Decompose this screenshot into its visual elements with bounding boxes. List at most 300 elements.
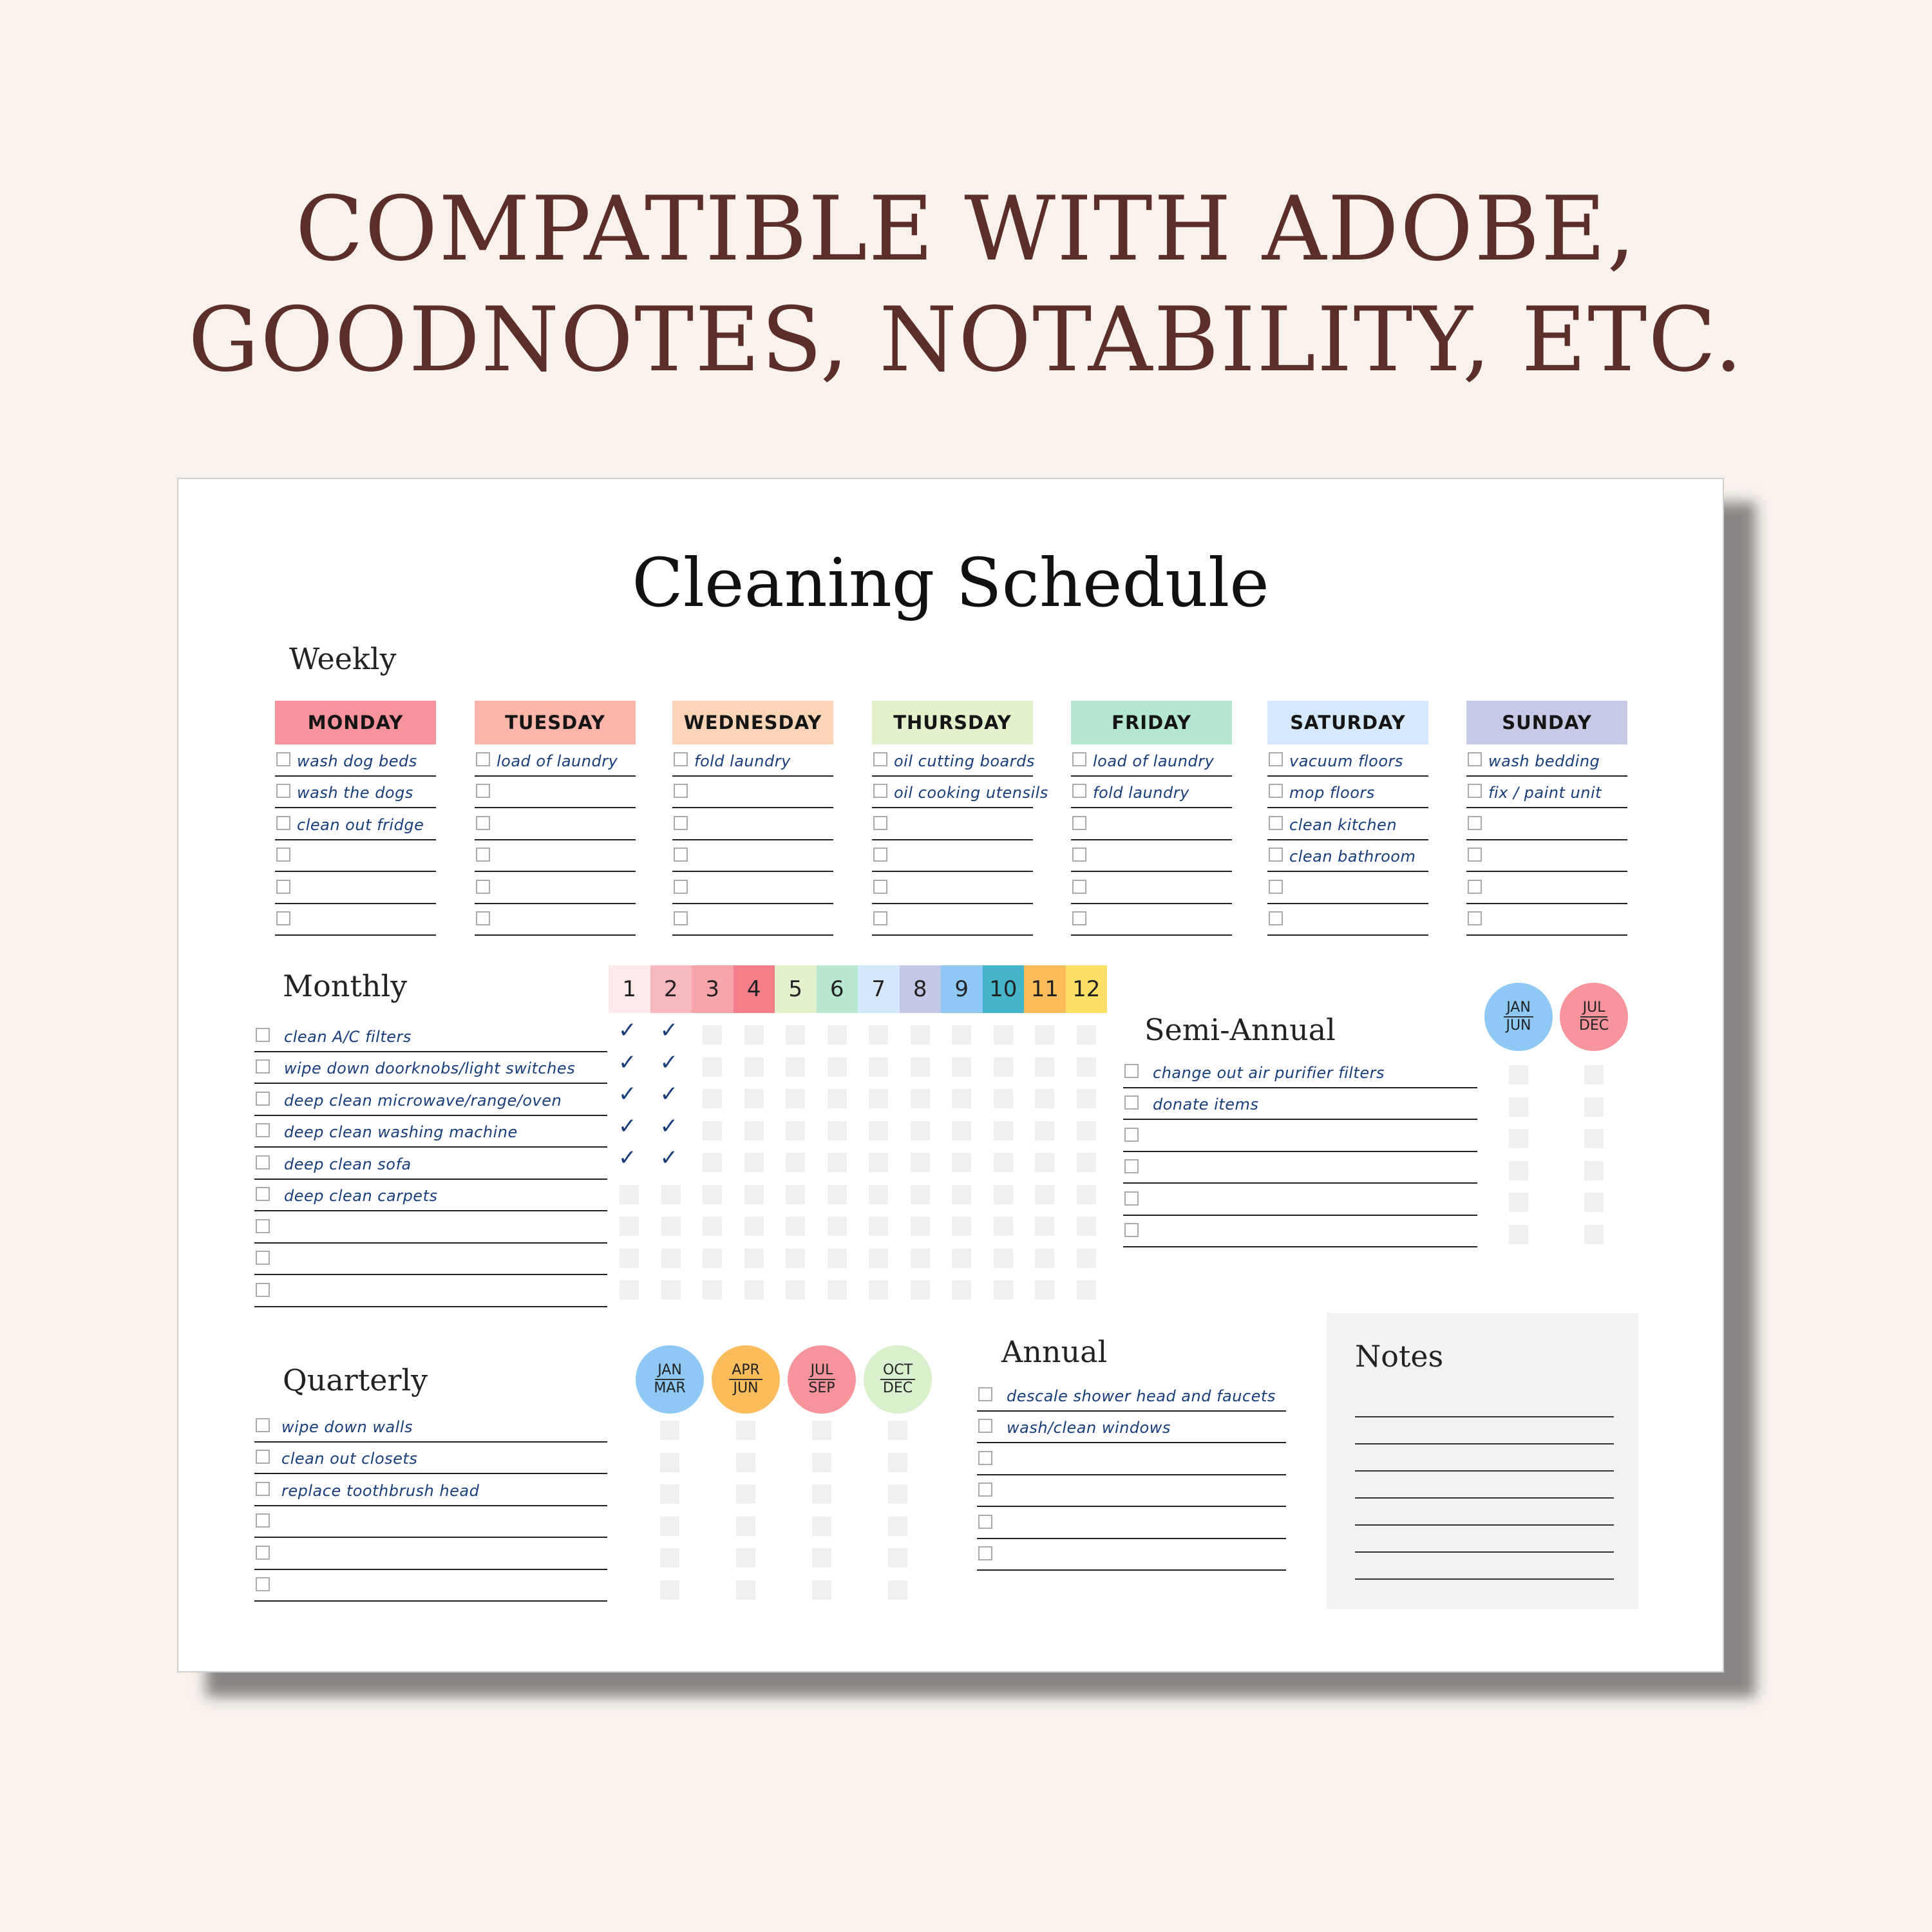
task-text[interactable]: replace toothbrush head: [281, 1481, 480, 1500]
task-row[interactable]: [1466, 777, 1627, 809]
task-checkbox[interactable]: [1124, 1095, 1139, 1110]
period-checkbox[interactable]: [888, 1517, 907, 1536]
note-line[interactable]: [1355, 1497, 1614, 1499]
task-text[interactable]: oil cooking utensils: [894, 784, 1048, 802]
month-checkbox[interactable]: [703, 1217, 722, 1236]
period-checkbox[interactable]: [1509, 1065, 1528, 1084]
period-checkbox[interactable]: [660, 1580, 679, 1600]
task-checkbox[interactable]: [256, 1155, 270, 1170]
month-checkbox[interactable]: [744, 1025, 764, 1045]
task-checkbox[interactable]: [674, 752, 688, 766]
month-checkbox[interactable]: [911, 1121, 930, 1141]
check-mark[interactable]: ✓: [618, 1018, 637, 1043]
task-row[interactable]: [254, 1506, 607, 1539]
month-checkbox[interactable]: [911, 1185, 930, 1204]
month-checkbox[interactable]: [786, 1089, 805, 1108]
month-checkbox[interactable]: [952, 1089, 971, 1108]
month-checkbox[interactable]: [952, 1153, 971, 1172]
month-checkbox[interactable]: [661, 1280, 681, 1300]
task-checkbox[interactable]: [256, 1251, 270, 1265]
month-checkbox[interactable]: [828, 1153, 847, 1172]
task-row[interactable]: [254, 1570, 607, 1602]
task-checkbox[interactable]: [674, 848, 688, 862]
task-row[interactable]: [254, 1275, 607, 1307]
month-checkbox[interactable]: [994, 1121, 1013, 1141]
task-checkbox[interactable]: [276, 816, 290, 830]
task-row[interactable]: [254, 1474, 607, 1506]
check-mark[interactable]: ✓: [618, 1113, 637, 1139]
month-checkbox[interactable]: [1077, 1249, 1096, 1268]
task-text[interactable]: mop floors: [1289, 784, 1375, 802]
month-checkbox[interactable]: [744, 1121, 764, 1141]
month-checkbox[interactable]: [744, 1217, 764, 1236]
task-row[interactable]: [1466, 744, 1627, 777]
task-checkbox[interactable]: [256, 1513, 270, 1528]
task-row[interactable]: [275, 777, 436, 809]
month-checkbox[interactable]: [1035, 1121, 1054, 1141]
period-checkbox[interactable]: [1584, 1065, 1604, 1084]
task-row[interactable]: [872, 872, 1033, 904]
month-checkbox[interactable]: [869, 1089, 888, 1108]
task-row[interactable]: [275, 904, 436, 936]
task-checkbox[interactable]: [1269, 784, 1283, 798]
task-text[interactable]: change out air purifier filters: [1153, 1063, 1385, 1082]
month-checkbox[interactable]: [952, 1025, 971, 1045]
month-checkbox[interactable]: [703, 1185, 722, 1204]
task-text[interactable]: deep clean washing machine: [284, 1123, 518, 1141]
task-text[interactable]: wash bedding: [1488, 752, 1600, 770]
period-checkbox[interactable]: [888, 1421, 907, 1440]
month-checkbox[interactable]: [703, 1089, 722, 1108]
task-checkbox[interactable]: [978, 1482, 992, 1497]
task-checkbox[interactable]: [873, 848, 887, 862]
month-checkbox[interactable]: [828, 1057, 847, 1077]
period-checkbox[interactable]: [1584, 1193, 1604, 1212]
period-checkbox[interactable]: [660, 1517, 679, 1536]
month-checkbox[interactable]: [911, 1153, 930, 1172]
period-checkbox[interactable]: [812, 1484, 831, 1504]
task-checkbox[interactable]: [256, 1059, 270, 1074]
task-row[interactable]: [275, 872, 436, 904]
month-checkbox[interactable]: [911, 1057, 930, 1077]
task-text[interactable]: deep clean sofa: [284, 1155, 412, 1173]
task-text[interactable]: descale shower head and faucets: [1007, 1387, 1276, 1405]
month-checkbox[interactable]: [620, 1217, 639, 1236]
period-checkbox[interactable]: [1584, 1161, 1604, 1180]
task-row[interactable]: [1267, 904, 1428, 936]
task-row[interactable]: [1466, 872, 1627, 904]
task-text[interactable]: oil cutting boards: [894, 752, 1035, 770]
month-checkbox[interactable]: [828, 1089, 847, 1108]
month-checkbox[interactable]: [911, 1249, 930, 1268]
task-checkbox[interactable]: [476, 880, 490, 894]
note-line[interactable]: [1355, 1551, 1614, 1553]
task-row[interactable]: [275, 808, 436, 840]
month-checkbox[interactable]: [1077, 1025, 1096, 1045]
task-row[interactable]: [672, 777, 833, 809]
task-text[interactable]: wash the dogs: [297, 784, 413, 802]
month-checkbox[interactable]: [703, 1121, 722, 1141]
month-checkbox[interactable]: [952, 1185, 971, 1204]
task-text[interactable]: fix / paint unit: [1488, 784, 1602, 802]
period-checkbox[interactable]: [736, 1421, 755, 1440]
month-checkbox[interactable]: [952, 1121, 971, 1141]
month-checkbox[interactable]: [1035, 1153, 1054, 1172]
task-text[interactable]: vacuum floors: [1289, 752, 1403, 770]
check-mark[interactable]: ✓: [659, 1049, 678, 1075]
task-row[interactable]: [475, 777, 636, 809]
task-row[interactable]: [872, 840, 1033, 873]
month-checkbox[interactable]: [1077, 1121, 1096, 1141]
period-checkbox[interactable]: [888, 1548, 907, 1567]
task-text[interactable]: deep clean microwave/range/oven: [284, 1091, 562, 1110]
task-row[interactable]: [254, 1148, 607, 1180]
task-checkbox[interactable]: [1124, 1223, 1139, 1237]
task-row[interactable]: [1267, 872, 1428, 904]
task-row[interactable]: [977, 1507, 1286, 1539]
month-checkbox[interactable]: [1077, 1185, 1096, 1204]
period-checkbox[interactable]: [888, 1453, 907, 1472]
month-checkbox[interactable]: [1077, 1089, 1096, 1108]
month-checkbox[interactable]: [1035, 1185, 1054, 1204]
task-checkbox[interactable]: [873, 880, 887, 894]
task-checkbox[interactable]: [256, 1219, 270, 1233]
task-row[interactable]: [254, 1244, 607, 1276]
task-checkbox[interactable]: [978, 1419, 992, 1433]
month-checkbox[interactable]: [786, 1280, 805, 1300]
task-checkbox[interactable]: [1072, 752, 1086, 766]
task-row[interactable]: [977, 1379, 1286, 1412]
month-checkbox[interactable]: [828, 1025, 847, 1045]
task-row[interactable]: [1267, 777, 1428, 809]
task-checkbox[interactable]: [978, 1451, 992, 1465]
task-checkbox[interactable]: [674, 784, 688, 798]
month-checkbox[interactable]: [1035, 1057, 1054, 1077]
task-checkbox[interactable]: [276, 880, 290, 894]
period-checkbox[interactable]: [1584, 1129, 1604, 1148]
period-checkbox[interactable]: [1584, 1225, 1604, 1244]
task-row[interactable]: [254, 1410, 607, 1443]
month-checkbox[interactable]: [1077, 1217, 1096, 1236]
month-checkbox[interactable]: [744, 1089, 764, 1108]
task-checkbox[interactable]: [674, 880, 688, 894]
task-row[interactable]: [1071, 872, 1232, 904]
task-row[interactable]: [254, 1538, 607, 1570]
month-checkbox[interactable]: [994, 1089, 1013, 1108]
month-checkbox[interactable]: [828, 1121, 847, 1141]
month-checkbox[interactable]: [911, 1280, 930, 1300]
task-row[interactable]: [672, 904, 833, 936]
task-row[interactable]: [475, 840, 636, 873]
month-checkbox[interactable]: [869, 1217, 888, 1236]
month-checkbox[interactable]: [703, 1153, 722, 1172]
month-checkbox[interactable]: [869, 1153, 888, 1172]
task-checkbox[interactable]: [978, 1546, 992, 1560]
month-checkbox[interactable]: [620, 1280, 639, 1300]
period-checkbox[interactable]: [736, 1580, 755, 1600]
task-row[interactable]: [1267, 744, 1428, 777]
task-checkbox[interactable]: [256, 1028, 270, 1042]
month-checkbox[interactable]: [786, 1153, 805, 1172]
check-mark[interactable]: ✓: [659, 1113, 678, 1139]
month-checkbox[interactable]: [994, 1057, 1013, 1077]
task-checkbox[interactable]: [256, 1546, 270, 1560]
task-checkbox[interactable]: [1072, 784, 1086, 798]
period-checkbox[interactable]: [660, 1484, 679, 1504]
task-row[interactable]: [1123, 1184, 1477, 1216]
month-checkbox[interactable]: [786, 1185, 805, 1204]
task-text[interactable]: wipe down walls: [281, 1417, 413, 1436]
period-checkbox[interactable]: [1509, 1097, 1528, 1117]
month-checkbox[interactable]: [952, 1057, 971, 1077]
task-checkbox[interactable]: [476, 752, 490, 766]
task-checkbox[interactable]: [1124, 1159, 1139, 1173]
task-row[interactable]: [872, 904, 1033, 936]
task-row[interactable]: [254, 1180, 607, 1212]
task-checkbox[interactable]: [256, 1283, 270, 1297]
task-checkbox[interactable]: [674, 816, 688, 830]
task-checkbox[interactable]: [476, 911, 490, 925]
month-checkbox[interactable]: [869, 1057, 888, 1077]
month-checkbox[interactable]: [744, 1185, 764, 1204]
period-checkbox[interactable]: [812, 1453, 831, 1472]
month-checkbox[interactable]: [994, 1217, 1013, 1236]
task-row[interactable]: [254, 1084, 607, 1116]
month-checkbox[interactable]: [744, 1153, 764, 1172]
task-row[interactable]: [977, 1475, 1286, 1508]
period-checkbox[interactable]: [1509, 1225, 1528, 1244]
month-checkbox[interactable]: [786, 1121, 805, 1141]
month-checkbox[interactable]: [786, 1217, 805, 1236]
month-checkbox[interactable]: [703, 1025, 722, 1045]
task-text[interactable]: fold laundry: [694, 752, 791, 770]
task-row[interactable]: [254, 1052, 607, 1084]
period-checkbox[interactable]: [660, 1548, 679, 1567]
month-checkbox[interactable]: [869, 1025, 888, 1045]
month-checkbox[interactable]: [620, 1249, 639, 1268]
notes-box[interactable]: [1327, 1313, 1638, 1609]
task-checkbox[interactable]: [1468, 911, 1482, 925]
month-checkbox[interactable]: [744, 1057, 764, 1077]
month-checkbox[interactable]: [869, 1280, 888, 1300]
task-row[interactable]: [672, 744, 833, 777]
period-checkbox[interactable]: [1509, 1161, 1528, 1180]
month-checkbox[interactable]: [994, 1025, 1013, 1045]
month-checkbox[interactable]: [744, 1280, 764, 1300]
period-checkbox[interactable]: [1584, 1097, 1604, 1117]
task-row[interactable]: [1071, 777, 1232, 809]
month-checkbox[interactable]: [952, 1217, 971, 1236]
period-checkbox[interactable]: [888, 1580, 907, 1600]
month-checkbox[interactable]: [620, 1185, 639, 1204]
task-checkbox[interactable]: [1124, 1064, 1139, 1078]
task-checkbox[interactable]: [873, 816, 887, 830]
task-checkbox[interactable]: [276, 848, 290, 862]
note-line[interactable]: [1355, 1524, 1614, 1526]
task-checkbox[interactable]: [978, 1387, 992, 1401]
month-checkbox[interactable]: [911, 1089, 930, 1108]
task-row[interactable]: [1071, 744, 1232, 777]
task-row[interactable]: [475, 904, 636, 936]
check-mark[interactable]: ✓: [659, 1145, 678, 1171]
month-checkbox[interactable]: [703, 1280, 722, 1300]
task-row[interactable]: [1123, 1120, 1477, 1152]
month-checkbox[interactable]: [911, 1217, 930, 1236]
task-checkbox[interactable]: [978, 1515, 992, 1529]
month-checkbox[interactable]: [1035, 1025, 1054, 1045]
task-checkbox[interactable]: [873, 911, 887, 925]
task-text[interactable]: clean A/C filters: [284, 1027, 412, 1046]
month-checkbox[interactable]: [1035, 1280, 1054, 1300]
task-checkbox[interactable]: [873, 784, 887, 798]
check-mark[interactable]: ✓: [659, 1018, 678, 1043]
period-checkbox[interactable]: [660, 1421, 679, 1440]
task-row[interactable]: [672, 840, 833, 873]
period-checkbox[interactable]: [1509, 1193, 1528, 1212]
note-line[interactable]: [1355, 1443, 1614, 1444]
task-checkbox[interactable]: [476, 816, 490, 830]
task-checkbox[interactable]: [1124, 1128, 1139, 1142]
task-row[interactable]: [1466, 904, 1627, 936]
task-row[interactable]: [672, 872, 833, 904]
task-checkbox[interactable]: [256, 1577, 270, 1591]
task-checkbox[interactable]: [256, 1123, 270, 1137]
task-row[interactable]: [254, 1443, 607, 1475]
task-row[interactable]: [977, 1539, 1286, 1571]
task-row[interactable]: [254, 1116, 607, 1148]
period-checkbox[interactable]: [736, 1548, 755, 1567]
note-line[interactable]: [1355, 1416, 1614, 1417]
period-checkbox[interactable]: [812, 1517, 831, 1536]
check-mark[interactable]: ✓: [618, 1081, 637, 1107]
task-checkbox[interactable]: [873, 752, 887, 766]
month-checkbox[interactable]: [994, 1185, 1013, 1204]
task-checkbox[interactable]: [1269, 816, 1283, 830]
task-text[interactable]: wipe down doorknobs/light switches: [284, 1059, 576, 1077]
note-line[interactable]: [1355, 1470, 1614, 1472]
month-checkbox[interactable]: [703, 1249, 722, 1268]
check-mark[interactable]: ✓: [618, 1145, 637, 1171]
task-text[interactable]: clean out closets: [281, 1450, 418, 1468]
month-checkbox[interactable]: [952, 1249, 971, 1268]
task-text[interactable]: deep clean carpets: [284, 1187, 438, 1205]
task-row[interactable]: [1123, 1088, 1477, 1121]
task-checkbox[interactable]: [1269, 848, 1283, 862]
task-checkbox[interactable]: [1072, 911, 1086, 925]
task-row[interactable]: [1123, 1152, 1477, 1184]
task-text[interactable]: load of laundry: [1093, 752, 1215, 770]
month-checkbox[interactable]: [911, 1025, 930, 1045]
task-row[interactable]: [872, 808, 1033, 840]
period-checkbox[interactable]: [1509, 1129, 1528, 1148]
period-checkbox[interactable]: [660, 1453, 679, 1472]
period-checkbox[interactable]: [812, 1421, 831, 1440]
task-checkbox[interactable]: [1269, 880, 1283, 894]
task-row[interactable]: [872, 744, 1033, 777]
task-text[interactable]: clean kitchen: [1289, 815, 1397, 834]
month-checkbox[interactable]: [786, 1057, 805, 1077]
task-checkbox[interactable]: [256, 1187, 270, 1201]
month-checkbox[interactable]: [828, 1217, 847, 1236]
task-row[interactable]: [1123, 1056, 1477, 1088]
task-checkbox[interactable]: [476, 784, 490, 798]
task-checkbox[interactable]: [256, 1450, 270, 1464]
task-checkbox[interactable]: [276, 784, 290, 798]
task-checkbox[interactable]: [256, 1418, 270, 1432]
task-row[interactable]: [672, 808, 833, 840]
task-row[interactable]: [1466, 840, 1627, 873]
task-checkbox[interactable]: [1468, 784, 1482, 798]
period-checkbox[interactable]: [736, 1517, 755, 1536]
task-checkbox[interactable]: [476, 848, 490, 862]
month-checkbox[interactable]: [661, 1249, 681, 1268]
task-row[interactable]: [1071, 904, 1232, 936]
period-checkbox[interactable]: [888, 1484, 907, 1504]
task-row[interactable]: [977, 1412, 1286, 1444]
month-checkbox[interactable]: [994, 1249, 1013, 1268]
month-checkbox[interactable]: [869, 1121, 888, 1141]
task-row[interactable]: [872, 777, 1048, 809]
task-checkbox[interactable]: [276, 752, 290, 766]
note-line[interactable]: [1355, 1578, 1614, 1580]
month-checkbox[interactable]: [828, 1185, 847, 1204]
task-text[interactable]: fold laundry: [1093, 784, 1189, 802]
month-checkbox[interactable]: [1077, 1280, 1096, 1300]
month-checkbox[interactable]: [869, 1185, 888, 1204]
task-checkbox[interactable]: [276, 911, 290, 925]
task-text[interactable]: donate items: [1153, 1095, 1259, 1113]
month-checkbox[interactable]: [828, 1249, 847, 1268]
task-row[interactable]: [1123, 1216, 1477, 1248]
task-checkbox[interactable]: [1269, 752, 1283, 766]
task-row[interactable]: [254, 1211, 607, 1244]
task-checkbox[interactable]: [1269, 911, 1283, 925]
task-row[interactable]: [1466, 808, 1627, 840]
month-checkbox[interactable]: [994, 1280, 1013, 1300]
month-checkbox[interactable]: [1077, 1057, 1096, 1077]
month-checkbox[interactable]: [1035, 1089, 1054, 1108]
task-text[interactable]: wash dog beds: [297, 752, 417, 770]
month-checkbox[interactable]: [952, 1280, 971, 1300]
task-checkbox[interactable]: [1072, 816, 1086, 830]
task-text[interactable]: wash/clean windows: [1007, 1419, 1171, 1437]
task-row[interactable]: [1267, 840, 1428, 873]
task-row[interactable]: [475, 744, 636, 777]
task-checkbox[interactable]: [1468, 752, 1482, 766]
month-checkbox[interactable]: [1035, 1217, 1054, 1236]
task-text[interactable]: load of laundry: [497, 752, 618, 770]
month-checkbox[interactable]: [869, 1249, 888, 1268]
task-checkbox[interactable]: [1072, 880, 1086, 894]
task-text[interactable]: clean out fridge: [297, 815, 424, 834]
period-checkbox[interactable]: [812, 1580, 831, 1600]
task-row[interactable]: [475, 808, 636, 840]
task-row[interactable]: [977, 1443, 1286, 1475]
month-checkbox[interactable]: [786, 1025, 805, 1045]
task-text[interactable]: clean bathroom: [1289, 848, 1416, 866]
month-checkbox[interactable]: [828, 1280, 847, 1300]
task-row[interactable]: [1071, 840, 1232, 873]
month-checkbox[interactable]: [661, 1185, 681, 1204]
task-checkbox[interactable]: [1124, 1191, 1139, 1206]
task-row[interactable]: [275, 840, 436, 873]
task-row[interactable]: [1071, 808, 1232, 840]
task-checkbox[interactable]: [256, 1092, 270, 1106]
task-row[interactable]: [475, 872, 636, 904]
task-row[interactable]: [275, 744, 436, 777]
period-checkbox[interactable]: [736, 1453, 755, 1472]
task-checkbox[interactable]: [1468, 848, 1482, 862]
